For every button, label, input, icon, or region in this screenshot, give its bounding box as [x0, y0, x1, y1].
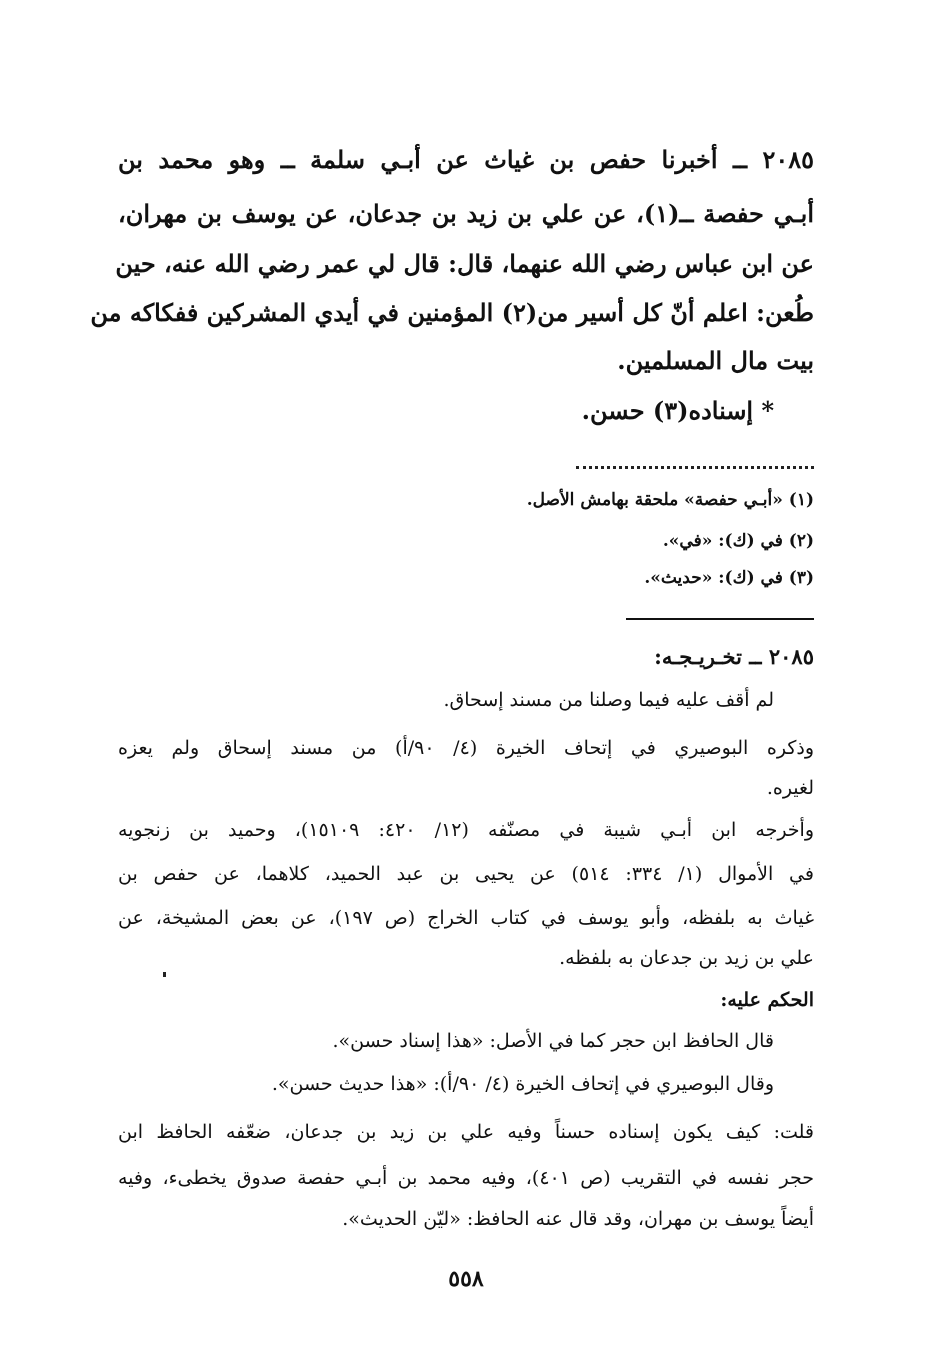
- hadith-line: أبـي حفصة ــ(١)، عن علي بن زيد بن جدعان، عن يوسف بن مهران،: [118, 199, 814, 228]
- ruling-line: أيضاً يوسف بن مهران، وقد قال عنه الحافظ: «ليّن الحديث».: [342, 1208, 814, 1230]
- hadith-line: طُعن: اعلم أنّ كل أسير من(٢) المؤمنين في أيدي المشركين ففكاكه من: [90, 298, 814, 327]
- takhrij-first-line: لم أقف عليه فيما وصلنا من مسند إسحاق.: [443, 689, 774, 711]
- ruling-line: قال الحافظ ابن حجر كما في الأصل: «هذا إسناد حسن».: [332, 1030, 774, 1052]
- section-rule: [626, 618, 814, 620]
- footnote-separator: [576, 462, 814, 469]
- hadith-line: عن ابن عباس رضي الله عنهما، قال: قال لي عمر رضي الله عنه، حين: [115, 249, 814, 278]
- ink-speck: [163, 972, 166, 977]
- takhrij-line: علي بن زيد بن جدعان به بلفظه.: [559, 947, 814, 969]
- takhrij-line: في الأموال (١/ ٣٣٤: ٥١٤) عن يحيى بن عبد الحميد، كلاهما، عن حفص بن: [118, 863, 814, 885]
- ruling-line: وقال البوصيري في إتحاف الخيرة (٤/ ٩٠/أ): «هذا حديث حسن».: [271, 1073, 774, 1095]
- ruling-line: حجر نفسه في التقريب (ص ٤٠١)، وفيه محمد بن أبـي حفصة صدوق يخطىء، وفيه: [118, 1167, 815, 1189]
- page-number: ٥٥٨: [448, 1266, 484, 1292]
- takhrij-line: وأخرجه ابن أبـي شيبة في مصنّفه (١٢/ ٤٢٠: ١٥١٠٩)، وحميد بن زنجويه: [118, 819, 814, 841]
- hadith-line: ٢٠٨٥ ــ أخبرنا حفص بن غياث عن أبـي سلمة ــ وهو محمد بن: [118, 145, 814, 174]
- takhrij-line: وذكره البوصيري في إتحاف الخيرة (٤/ ٩٠/أ) من مسند إسحاق ولم يعزه: [118, 737, 814, 759]
- isnad-grade: * إسناده(٣) حسن.: [581, 396, 774, 425]
- footnote: (٣) في (ك): «حديث».: [644, 568, 814, 588]
- takhrij-line: لغيره.: [766, 777, 814, 799]
- takhrij-line: غياث به بلفظه، وأبو يوسف في كتاب الخراج (ص ١٩٧)، عن بعض المشيخة، عن: [118, 907, 814, 929]
- footnote: (١) «أبـي حفصة» ملحقة بهامش الأصل.: [526, 490, 814, 510]
- takhrij-heading: ٢٠٨٥ ــ تخـريـجـه:: [654, 644, 814, 669]
- footnote: (٢) في (ك): «في».: [662, 531, 814, 551]
- hadith-last-line: بيت مال المسلمين.: [617, 346, 814, 375]
- ruling-heading: الحكم عليه:: [720, 989, 814, 1011]
- ruling-line: قلت: كيف يكون إسناده حسناً وفيه علي بن زيد بن جدعان، ضعّفه الحافظ ابن: [118, 1121, 814, 1143]
